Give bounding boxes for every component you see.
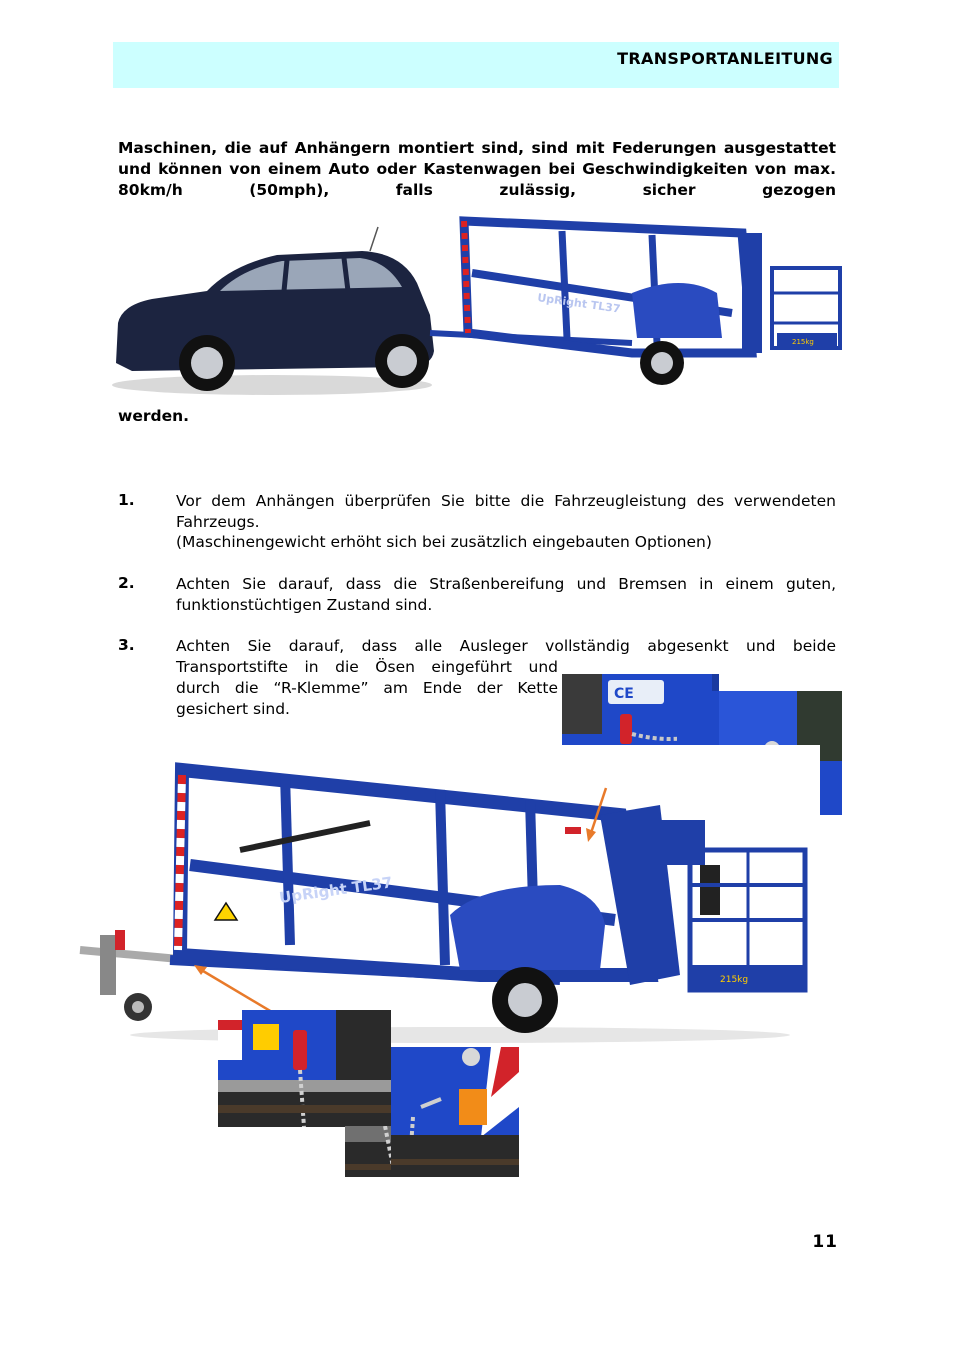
- detail-photo-rear-chain: [218, 1010, 391, 1127]
- header-band: [113, 42, 839, 88]
- list-item-1-number: 1.: [118, 491, 135, 509]
- decal-small: 215kg: [792, 338, 814, 346]
- list-item-3-line-2: Transportstifte in die Ösen eingeführt und: [176, 658, 558, 676]
- list-item-1-text: Vor dem Anhängen überprüfen Sie bitte die Fahrzeugleistung des verwendeten Fahrzeugs.: [176, 492, 836, 531]
- list-item-3-line-1: Achten Sie darauf, dass alle Ausleger vollständig abgesenkt und beide: [176, 637, 836, 655]
- page-number: 11: [812, 1232, 838, 1252]
- detail-photo-rear-pin: [391, 1047, 519, 1177]
- boom-label-small: UpRight TL37: [536, 291, 622, 316]
- machine-photo: [60, 745, 820, 1045]
- list-item-3-line-3: durch die “R-Klemme” am Ende der Kette: [176, 679, 558, 697]
- boom-label: UpRight TL37: [278, 873, 394, 907]
- list-item-2-text: Achten Sie darauf, dass die Straßenbereifung und Bremsen in einem guten, funktionstüchtigen Zustand sind.: [176, 575, 836, 614]
- list-item-2-number: 2.: [118, 574, 135, 592]
- intro-paragraph: Maschinen, die auf Anhängern montiert sind, sind mit Federungen ausgestattet und können von einem Auto oder Kastenwagen bei Geschwindigkeiten von max. 80km/h (50mph), falls zulässig, sicher gezogen: [118, 139, 836, 199]
- list-item-1-note: (Maschinengewicht erhöht sich bei zusätzlich eingebauten Optionen): [176, 533, 712, 551]
- decal-215kg: 215kg: [720, 975, 749, 985]
- intro-continuation: werden.: [118, 407, 190, 425]
- page-title: TRANSPORTANLEITUNG: [617, 49, 833, 68]
- list-item-3-number: 3.: [118, 636, 135, 654]
- car-trailer-photo: [112, 213, 842, 401]
- list-item-3-line-4: gesichert sind.: [176, 700, 290, 718]
- ce-mark: CE: [614, 686, 634, 702]
